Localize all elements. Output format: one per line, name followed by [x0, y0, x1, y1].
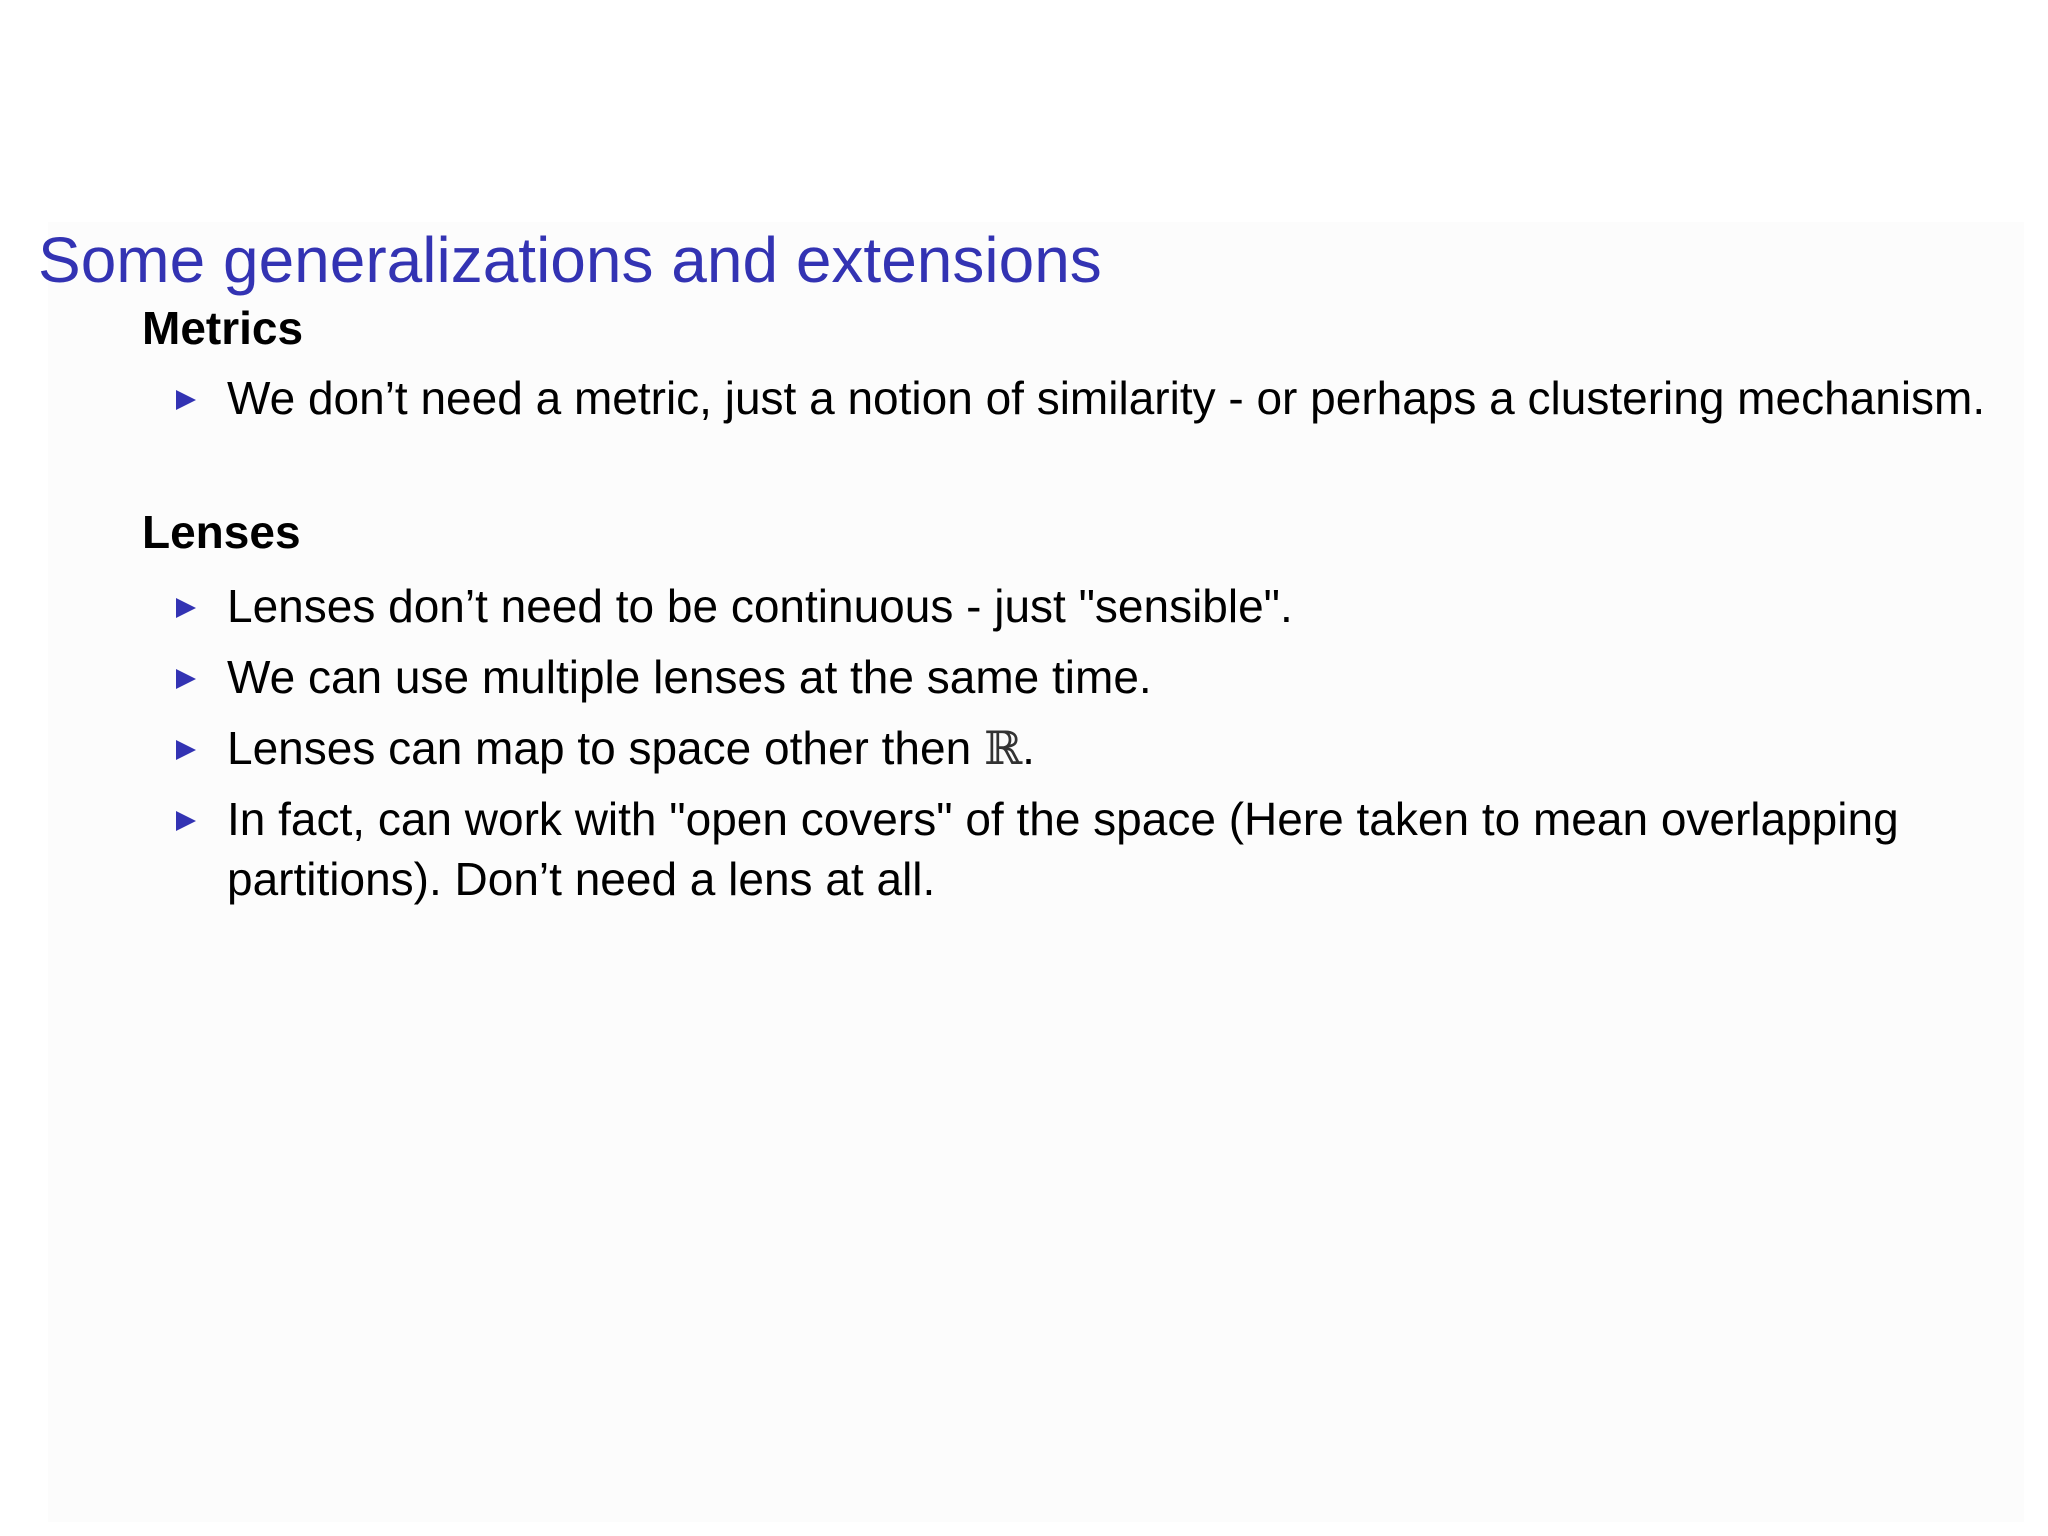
triangle-right-icon [176, 390, 196, 410]
list-item [176, 647, 1996, 707]
bullet-text-after: . [1022, 722, 1035, 774]
section-heading-metrics: Metrics [142, 302, 304, 354]
list-item [176, 368, 1996, 428]
bullet-text [227, 722, 1035, 774]
lenses-bullet-list [176, 576, 1996, 920]
triangle-right-icon [176, 740, 196, 760]
bullet-text: Lenses don’t need to be continuous - just "sensible". [227, 580, 1293, 632]
list-item [176, 789, 1996, 909]
metrics-bullet-list [176, 368, 1996, 439]
list-item [176, 576, 1996, 636]
triangle-right-icon [176, 669, 196, 689]
list-item [176, 718, 1996, 778]
slide-title: Some generalizations and extensions [38, 224, 1102, 296]
triangle-right-icon [176, 598, 196, 618]
bullet-text: We don’t need a metric, just a notion of similarity - or perhaps a clustering mechanism. [227, 372, 1986, 424]
bullet-text: We can use multiple lenses at the same time. [227, 651, 1152, 703]
bullet-text: In fact, can work with "open covers" of the space (Here taken to mean overlapping partitions). Don’t need a lens at all. [227, 793, 1899, 905]
triangle-right-icon [176, 811, 196, 831]
real-numbers-symbol: ℝ [983, 721, 1023, 775]
bullet-text-before: Lenses can map to space other then [227, 722, 984, 774]
section-heading-lenses: Lenses [142, 506, 301, 558]
